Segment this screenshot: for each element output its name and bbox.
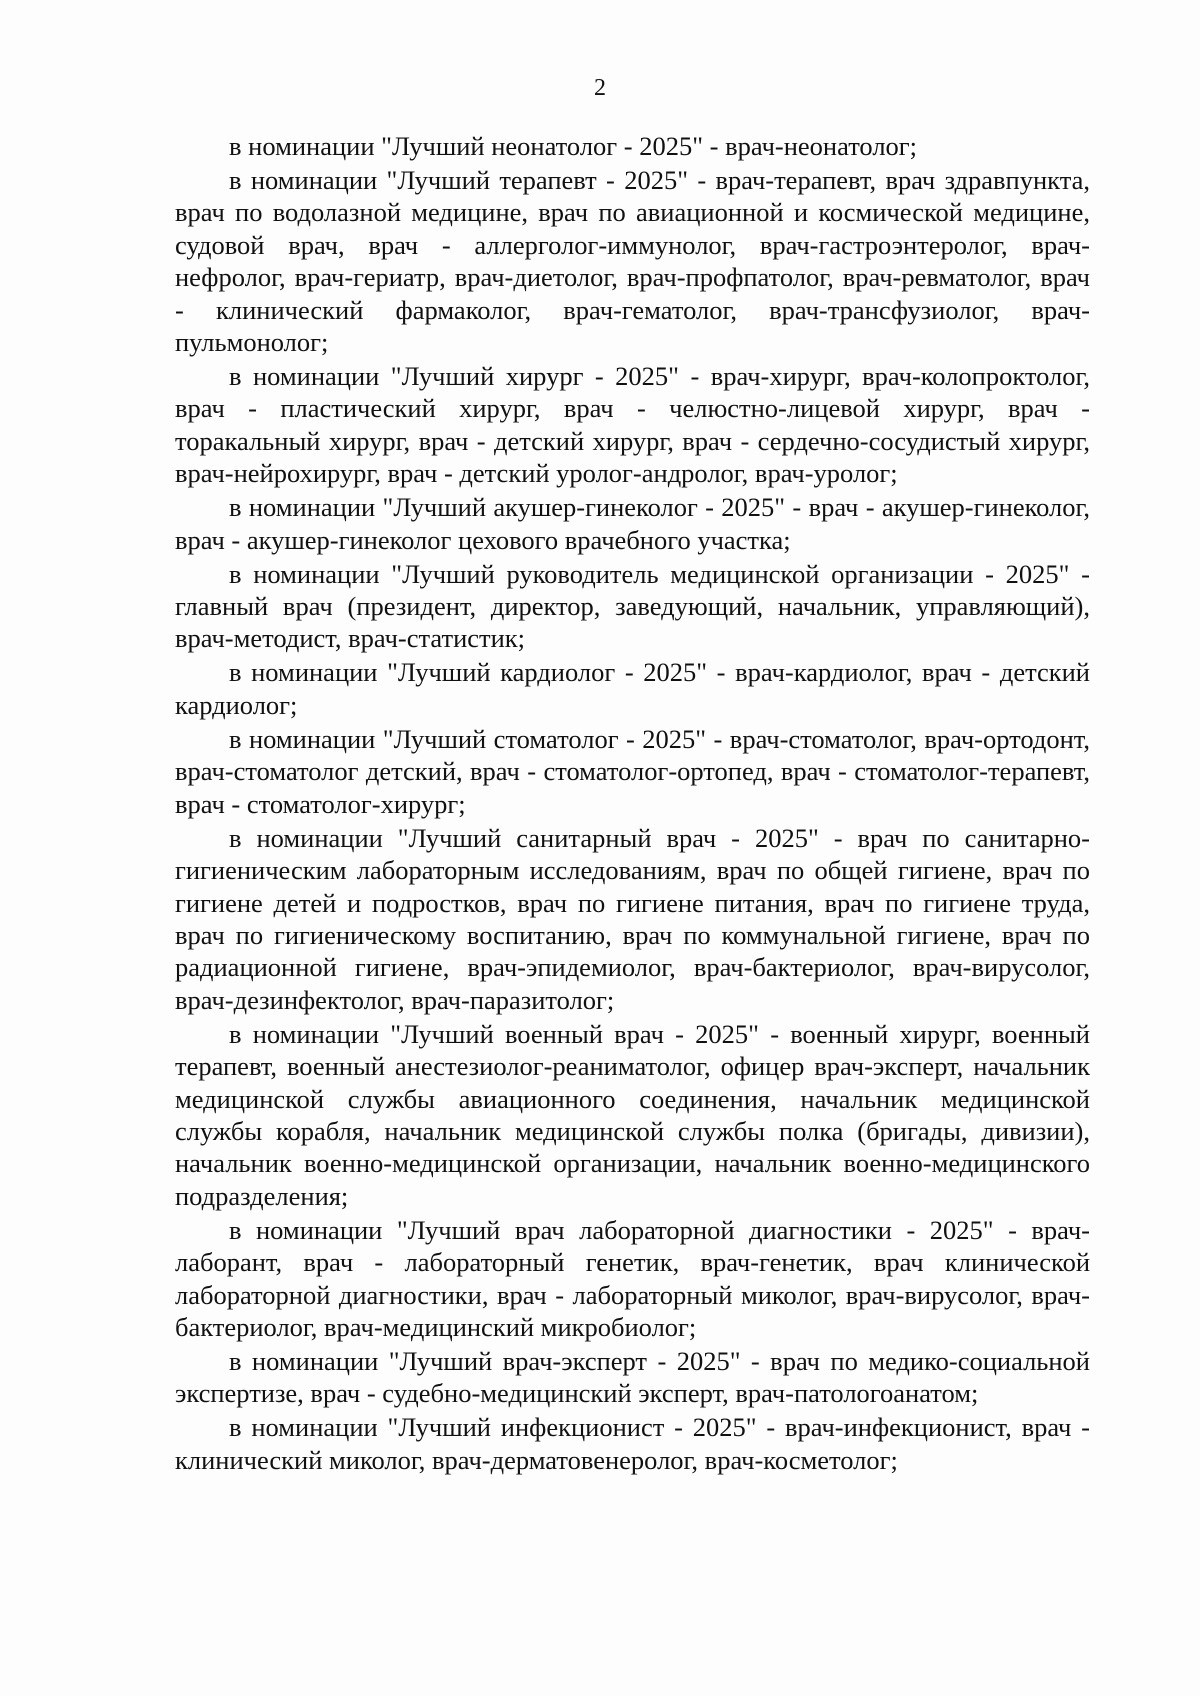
paragraph-dentist: в номинации "Лучший стоматолог - 2025" - врач-стоматолог, врач-ортодонт, врач-стоматолог детский, врач - стоматолог-ортопед, врач - стоматолог-терапевт, врач - стоматолог-хирург; — [175, 723, 1090, 819]
paragraph-neonatologist: в номинации "Лучший неонатолог - 2025" - врач-неонатолог; — [229, 131, 918, 161]
paragraph-military-doctor: в номинации "Лучший военный врач - 2025" - военный хирург, военный терапевт, военный анестезиолог-реаниматолог, офицер врач-эксперт, начальник медицинской службы авиационного соединения, начальник медицинской службы корабля, начальник медицинской службы полка (бригады, дивизии), начальник военно-медицинской организации, начальник военно-медицинского подразделения; — [175, 1018, 1090, 1211]
paragraph-sanitary-doctor: в номинации "Лучший санитарный врач - 2025" - врач по санитарно-гигиеническим лабораторным исследованиям, врач по общей гигиене, врач по гигиене детей и подростков, врач по гигиене питания, врач по гигиене труда, врач по гигиеническому воспитанию, врач по коммунальной гигиене, врач по радиационной гигиене, врач-эпидемиолог, врач-бактериолог, врач-вирусолог, врач-дезинфектолог, врач-паразитолог; — [175, 822, 1090, 1015]
paragraph-obstetrician: в номинации "Лучший акушер-гинеколог - 2025" - врач - акушер-гинеколог, врач - акушер-гинеколог цехового врачебного участка; — [175, 492, 1090, 555]
paragraph-expert: в номинации "Лучший врач-эксперт - 2025" - врач по медико-социальной экспертизе, врач - судебно-медицинский эксперт, врач-патологоанатом; — [175, 1345, 1090, 1409]
paragraph-therapist: в номинации "Лучший терапевт - 2025" - врач-терапевт, врач здравпункта, врач по водолазной медицине, врач по авиационной и космической медицине, судовой врач, врач - аллерголог-иммунолог, врач-гастроэнтеролог, врач-нефролог, врач-гериатр, врач-диетолог, врач-профпатолог, врач-ревматолог, врач - клинический фармаколог, врач-гематолог, врач-трансфузиолог, врач-пульмонолог; — [175, 165, 1090, 358]
paragraph-lab-diagnostics: в номинации "Лучший врач лабораторной диагностики - 2025" - врач-лаборант, врач - лабораторный генетик, врач-генетик, врач клинической лабораторной диагностики, врач - лабораторный миколог, врач-вирусолог, врач-бактериолог, врач-медицинский микробиолог; — [175, 1214, 1090, 1342]
paragraph-infectionist: в номинации "Лучший инфекционист - 2025" - врач-инфекционист, врач - клинический миколог, врач-дерматовенеролог, врач-косметолог; — [175, 1412, 1090, 1475]
paragraph-surgeon: в номинации "Лучший хирург - 2025" - врач-хирург, врач-колопроктолог, врач - пластический хирург, врач - челюстно-лицевой хирург, врач - торакальный хирург, врач - детский хирург, врач - сердечно-сосудистый хирург, врач-нейрохирург, врач - детский уролог-андролог, врач-уролог; — [175, 361, 1090, 489]
paragraph-head-of-organization: в номинации "Лучший руководитель медицинской организации - 2025" - главный врач (президент, директор, заведующий, начальник, управляющий), врач-методист, врач-статистик; — [175, 558, 1090, 654]
document-body — [175, 130, 1090, 1478]
page-number: 2 — [594, 75, 606, 101]
paragraph-cardiologist: в номинации "Лучший кардиолог - 2025" - врач-кардиолог, врач - детский кардиолог; — [175, 657, 1090, 720]
